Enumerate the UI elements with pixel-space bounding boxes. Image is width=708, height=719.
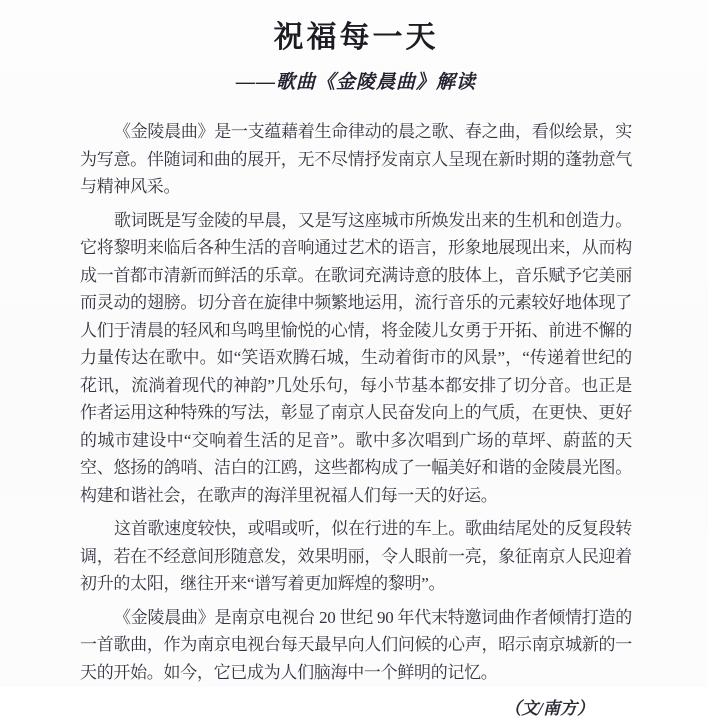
paragraph-intro: 《金陵晨曲》是一支蕴藉着生命律动的晨之歌、春之曲，看似绘景，实为写意。伴随词和曲的展开，无不尽情抒发南京人呈现在新时期的蓬勃意气与精神风采。 xyxy=(80,122,632,196)
page-title: 祝福每一天 xyxy=(273,21,439,54)
page-subtitle: ——歌曲《金陵晨曲》解读 xyxy=(235,72,476,93)
article-body xyxy=(80,118,632,686)
paragraph-background: 《金陵晨曲》是南京电视台 20 世纪 90 年代末特邀词曲作者倾情打造的一首歌曲，作为南京电视台每天最早向人们问候的心声，昭示南京城新的一天的开始。如今，它已成为人们脑海中一个鲜明的记忆。 xyxy=(80,607,632,682)
byline: （文/南方） xyxy=(504,699,594,718)
paragraph-tempo-analysis: 这首歌速度较快，或唱或听，似在行进的车上。歌曲结尾处的反复段转调，若在不经意间形随意发，效果明丽，令人眼前一亮，象征南京人民迎着初升的太阳，继往开来“谱写着更加辉煌的黎明”。 xyxy=(80,519,632,593)
paragraph-lyrics-analysis: 歌词既是写金陵的早晨，又是写这座城市所焕发出来的生机和创造力。它将黎明来临后各种生活的音响通过艺术的语言，形象地展现出来，从而构成一首都市清新而鲜活的乐章。在歌词充满诗意的肢体上，音乐赋予它美丽而灵动的翅膀。切分音在旋律中频繁地运用，流行音乐的元素较好地体现了人们于清晨的轻风和鸟鸣里愉悦的心情，将金陵儿女勇于开拓、前进不懈的力量传达在歌中。如“笑语欢腾石城，生动着街市的风景”，“传递着世纪的花讯，流淌着现代的神韵”几处乐句，每小节基本都安排了切分音。也正是作者运用这种特殊的写法，彰显了南京人民奋发向上的气质，在更快、更好的城市建设中“交响着生活的足音”。歌中多次唱到广场的草坪、蔚蓝的天空、悠扬的鸽哨、洁白的江鸥，这些都构成了一幅美好和谐的金陵晨光图。构建和谐社会，在歌声的海洋里祝福人们每一天的好运。 xyxy=(80,210,632,505)
